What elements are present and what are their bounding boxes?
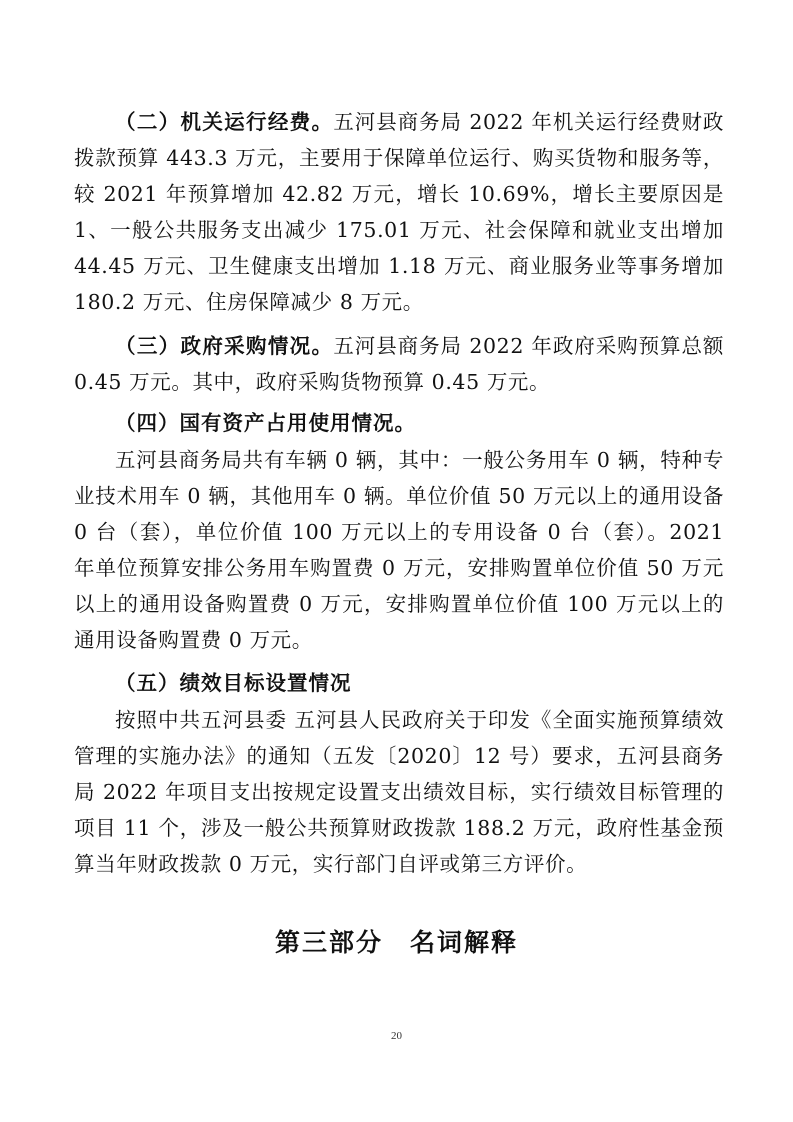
section-heading-operating-expenses: （二）机关运行经费。 [115,110,334,134]
section-body-procurement: 五河县商务局 2022 年政府采购预算总额 0.45 万元。其中，政府采购货物预算 0.45 万元。 [74,334,724,394]
section-heading-state-assets: （四）国有资产占用使用情况。 [115,411,416,435]
section-procurement [74,328,724,400]
section-heading-procurement: （三）政府采购情况。 [115,334,334,358]
page-number: 20 [391,1030,402,1042]
section-body-performance-targets: 按照中共五河县委 五河县人民政府关于印发《全面实施预算绩效管理的实施办法》的通知（五发〔2020〕12 号）要求，五河县商务局 2022 年项目支出按规定设置支出绩效目标，实行绩效目标管理的项目 11 个，涉及一般公共预算财政拨款 188.2 万元，政府性基金预算当年财政拨款 0 万元，实行部门自评或第三方评价。 [74,708,724,876]
section-heading-performance-targets: （五）绩效目标设置情况 [115,671,352,695]
section-operating-expenses [74,104,724,320]
section-body-operating-expenses: 五河县商务局 2022 年机关运行经费财政拨款预算 443.3 万元，主要用于保障单位运行、购买货物和服务等，较 2021 年预算增加 42.82 万元，增长 10.69%，增长主要原因是 1、一般公共服务支出减少 175.01 万元、社会保障和就业支出增加 44.45 万元、卫生健康支出增加 1.18 万元、商业服务业等事务增加 180.2 万元、住房保障减少 8 万元。 [74,110,724,314]
section-body-state-assets: 五河县商务局共有车辆 0 辆，其中：一般公务用车 0 辆，特种专业技术用车 0 辆，其他用车 0 辆。单位价值 50 万元以上的通用设备 0 台（套），单位价值 100 万元以上的专用设备 0 台（套）。2021 年单位预算安排公务用车购置费 0 万元，安排购置单位价值 50 万元以上的通用设备购置费 0 万元，安排购置单位价值 100 万元以上的通用设备购置费 0 万元。 [74,448,724,652]
part-title: 第三部分 名词解释 [274,928,518,957]
